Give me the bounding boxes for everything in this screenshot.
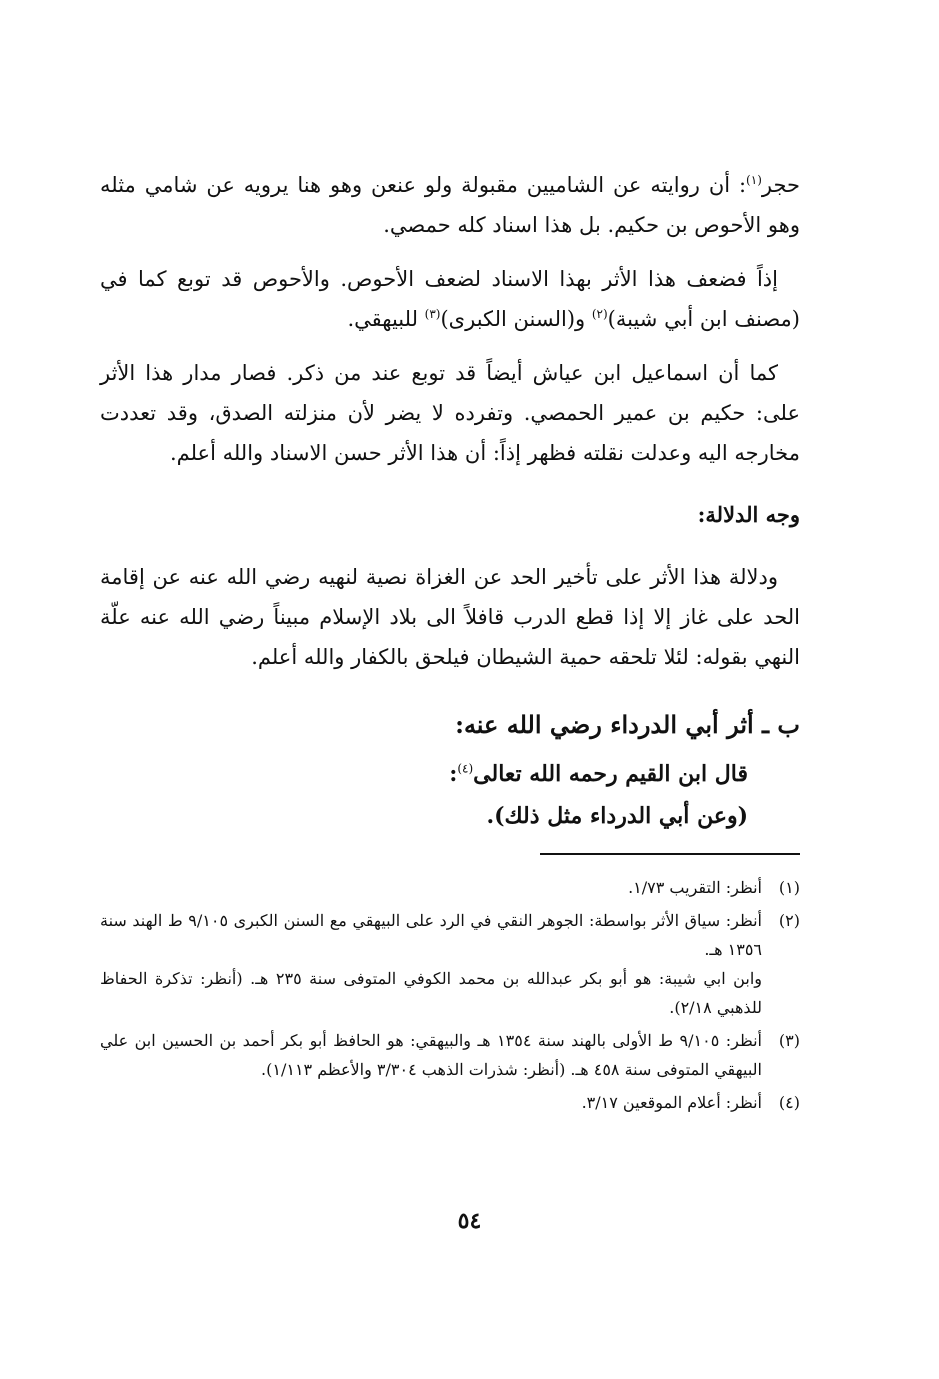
footnote-text: أنظر: ٩/١٠٥ ط الأولى بالهند سنة ١٣٥٤ هـ والبيهقي: هو الحافظ أبو بكر أحمد بن الحسين ابن علي البيهقي المتوفى سنة ٤٥٨ هـ. (أنظر: شذرات الذهب ٣/٣٠٤ والأعظم ١/١١٣). bbox=[100, 1031, 762, 1079]
footnote-1 bbox=[100, 873, 800, 902]
paragraph-3: كما أن اسماعيل ابن عياش أيضاً قد توبع عند من ذكر. فصار مدار هذا الأثر على: حكيم بن عمير الحمصي. وتفرده لا يضر لأن منزلته الصدق، وقد تعددت مخارجه اليه وعدلت نقلته فظهر إذاً: أن هذا الأثر حسن الاسناد والله أعلم. bbox=[100, 361, 800, 465]
footnote-text: أنظر: أعلام الموقعين ٣/١٧. bbox=[581, 1093, 762, 1112]
footnote-number: (١) bbox=[778, 878, 800, 897]
footnote-text: وابن ابي شيبة: هو أبو بكر عبدالله بن محمد الكوفي المتوفى سنة ٢٣٥ هـ. (أنظر: تذكرة الحفاظ للذهبي ٢/١٨). bbox=[100, 969, 762, 1017]
paragraph-2-part-b: و(السنن الكبرى) bbox=[440, 307, 592, 331]
footnote-number: (٤) bbox=[778, 1093, 800, 1112]
paragraph-2-part-c: للبيهقي. bbox=[347, 307, 425, 331]
quote-line-1 bbox=[100, 753, 748, 795]
quote-block bbox=[100, 753, 800, 837]
quote-line-1-text: قال ابن القيم رحمه الله تعالى bbox=[473, 761, 748, 787]
paragraph-2 bbox=[100, 259, 800, 339]
paragraph-1-rest: : أن روايته عن الشاميين مقبولة ولو عنعن وهو هنا يرويه عن شامي مثله وهو الأحوص بن حكيم. بل هذا اسناد كله حمصي. bbox=[100, 173, 800, 237]
page-number: ٥٤ bbox=[457, 1208, 482, 1234]
section-heading-evidence: وجه الدلالة: bbox=[697, 502, 800, 527]
footnote-ref-2: (٢) bbox=[591, 307, 608, 321]
footnote-4 bbox=[100, 1088, 800, 1117]
footnote-ref-4: (٤) bbox=[457, 761, 474, 776]
footnote-2 bbox=[100, 906, 800, 1022]
footnote-number: (٣) bbox=[778, 1031, 800, 1050]
section-heading-abu-darda: ب ـ أثر أبي الدرداء رضي الله عنه: bbox=[455, 710, 800, 739]
paragraph-1-start: حجر bbox=[761, 173, 800, 197]
footnote-number: (٢) bbox=[778, 911, 800, 930]
footnote-3 bbox=[100, 1026, 800, 1084]
paragraph-1 bbox=[100, 165, 800, 245]
paragraph-2-part-a: إذاً فضعف هذا الأثر بهذا الاسناد لضعف الأحوص. والأحوص قد توبع كما في (مصنف ابن أبي شيبة) bbox=[100, 267, 800, 331]
quote-line-1-colon: : bbox=[449, 761, 458, 787]
footnote-text: أنظر: سياق الأثر بواسطة: الجوهر النقي في الرد على البيهقي مع السنن الكبرى ٩/١٠٥ ط الهند سنة ١٣٥٦ هـ. bbox=[100, 911, 762, 959]
footnote-ref-3: (٣) bbox=[424, 307, 441, 321]
paragraph-4: ودلالة هذا الأثر على تأخير الحد عن الغزاة نصية لنهيه رضي الله عنه عن إقامة الحد على غاز إلا إذا قطع الدرب قافلاً الى بلاد الإسلام مبيناً رضي الله عنه علّة النهي بقوله: لئلا تلحقه حمية الشيطان فيلحق بالكفار والله أعلم. bbox=[100, 565, 800, 669]
footnotes bbox=[100, 873, 800, 1117]
footnote-separator bbox=[540, 853, 800, 855]
page-body bbox=[100, 165, 800, 1121]
footnote-text: أنظر: التقريب ١/٧٣. bbox=[628, 878, 762, 897]
quote-line-2: (وعن أبي الدرداء مثل ذلك). bbox=[486, 803, 748, 829]
footnote-ref-1: (١) bbox=[746, 173, 762, 187]
